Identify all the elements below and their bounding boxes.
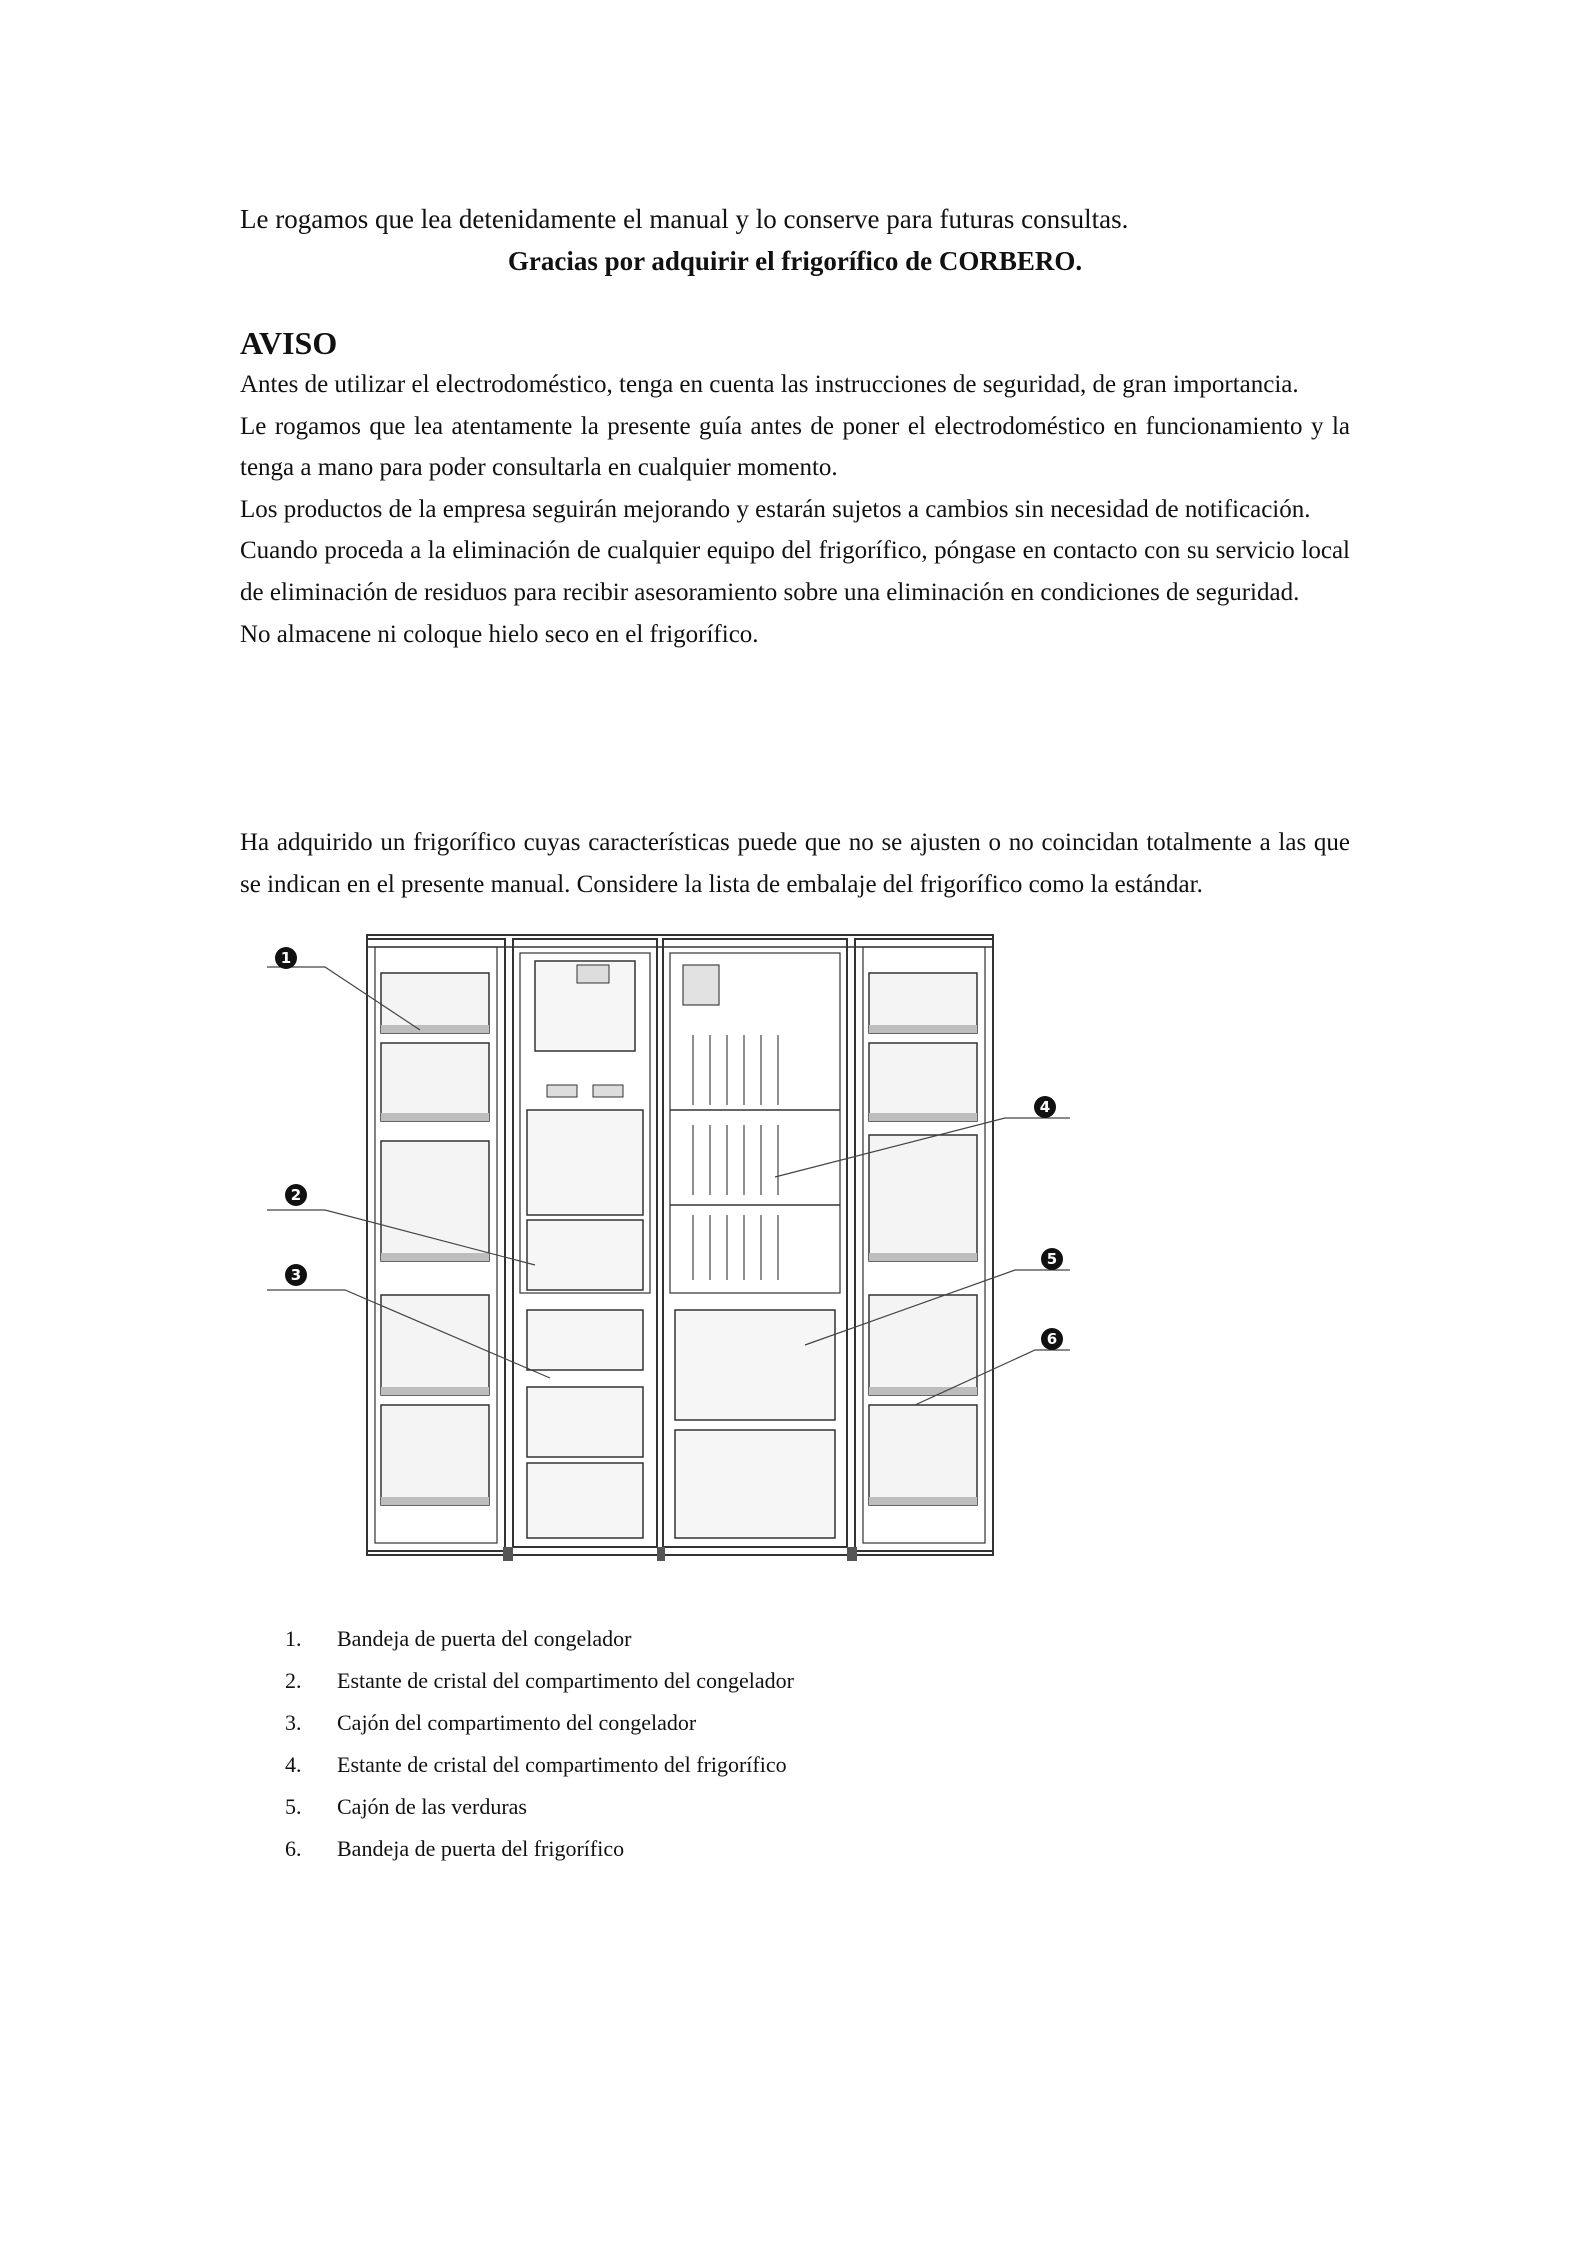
freezer-glass-shelf xyxy=(527,1110,643,1215)
fridge-air-ducts xyxy=(683,965,778,1280)
legend-item xyxy=(285,1618,794,1660)
aviso-paragraph: Cuando proceda a la eliminación de cualquier equipo del frigorífico, póngase en contacto con su servicio local de eliminación de residuos para recibir asesoramiento sobre una eliminación en condiciones de seguridad. xyxy=(240,537,1350,606)
vegetable-drawer xyxy=(675,1310,835,1420)
aviso-paragraph: Los productos de la empresa seguirán mejorando y estarán sujetos a cambios sin necesidad de notificación. xyxy=(240,495,1311,523)
legend-label: Bandeja de puerta del frigorífico xyxy=(337,1836,625,1861)
legend-item xyxy=(285,1828,794,1870)
callout-1-label: 1 xyxy=(280,949,292,967)
callout-6 xyxy=(1041,1328,1063,1350)
callout-6-label: 6 xyxy=(1046,1330,1058,1348)
callout-2-label: 2 xyxy=(290,1186,302,1204)
vegetable-drawer xyxy=(675,1430,835,1538)
freezer-drawer xyxy=(527,1463,643,1538)
thanks-heading: Gracias por adquirir el frigorífico de CORBERO. xyxy=(507,246,1083,276)
parts-legend xyxy=(285,1618,794,1870)
callout-3 xyxy=(285,1264,307,1286)
legend-number: 2. xyxy=(285,1668,302,1693)
aviso-body xyxy=(240,364,1350,655)
callout-4-label: 4 xyxy=(1039,1098,1051,1116)
intro-text: Le rogamos que lea detenidamente el manual y lo conserve para futuras consultas. xyxy=(240,204,1129,234)
freezer-drawer xyxy=(527,1387,643,1457)
packing-list-note: Ha adquirido un frigorífico cuyas características puede que no se ajusten o no coincidan totalmente a las que se indican en el presente manual. Considere la lista de embalaje del frigorífico como la estándar. xyxy=(240,829,1350,898)
callout-5 xyxy=(1041,1248,1063,1270)
fridge-diagram xyxy=(255,925,1075,1575)
legend-label: Bandeja de puerta del congelador xyxy=(337,1626,632,1651)
callout-3-label: 3 xyxy=(290,1266,302,1284)
fridge-door-bins xyxy=(869,973,977,1505)
legend-number: 4. xyxy=(285,1752,302,1777)
legend-label: Cajón del compartimento del congelador xyxy=(337,1710,697,1735)
legend-number: 6. xyxy=(285,1836,302,1861)
aviso-paragraph: Antes de utilizar el electrodoméstico, tenga en cuenta las instrucciones de seguridad, de gran importancia. xyxy=(240,371,1299,398)
legend-item xyxy=(285,1744,794,1786)
aviso-paragraph: No almacene ni coloque hielo seco en el frigorífico. xyxy=(240,620,759,648)
legend-label: Cajón de las verduras xyxy=(337,1794,527,1819)
callout-1 xyxy=(275,947,297,969)
legend-item xyxy=(285,1786,794,1828)
callout-5-label: 5 xyxy=(1046,1250,1058,1268)
freezer-glass-shelf xyxy=(527,1220,643,1290)
legend-item xyxy=(285,1660,794,1702)
freezer-drawer xyxy=(527,1310,643,1370)
aviso-heading: AVISO xyxy=(240,325,338,361)
legend-number: 5. xyxy=(285,1794,302,1819)
legend-item xyxy=(285,1702,794,1744)
callout-2 xyxy=(285,1184,307,1206)
legend-number: 3. xyxy=(285,1710,302,1735)
legend-label: Estante de cristal del compartimento del congelador xyxy=(337,1668,794,1693)
legend-number: 1. xyxy=(285,1626,302,1651)
aviso-paragraph: Le rogamos que lea atentamente la presente guía antes de poner el electrodoméstico en funcionamiento y la tenga a mano para poder consultarla en cualquier momento. xyxy=(240,412,1350,482)
callout-4 xyxy=(1034,1096,1056,1118)
legend-label: Estante de cristal del compartimento del frigorífico xyxy=(337,1752,787,1777)
